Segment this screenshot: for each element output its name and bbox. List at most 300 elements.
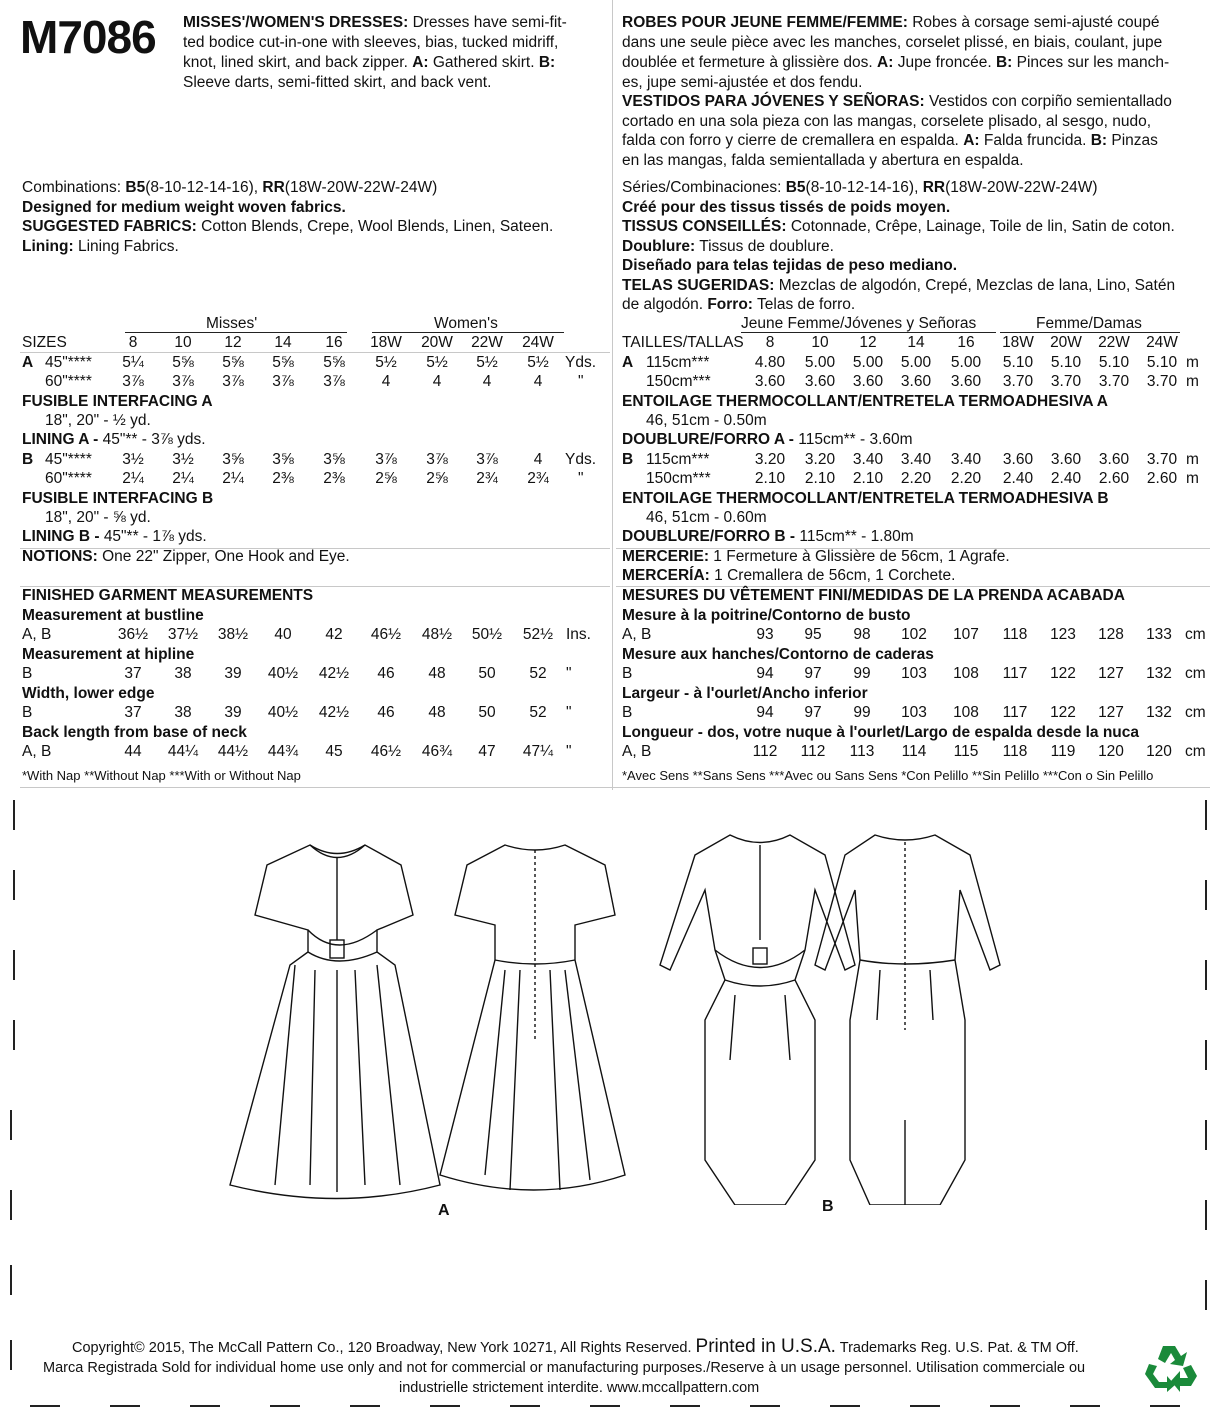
- edge-mark: [350, 1405, 380, 1407]
- measurement-unit: cm: [1185, 704, 1206, 721]
- doublure-a-value: 115cm** - 3.60m: [798, 431, 913, 448]
- edge-mark: [1070, 1405, 1100, 1407]
- view-b-label: B: [22, 451, 34, 468]
- edge-mark: [13, 870, 15, 900]
- yardage-cell: 5⅝: [222, 354, 244, 371]
- measurement-label: Mesure aux hanches/Contorno de caderas: [622, 646, 934, 663]
- usage-notice: Marca Registrada Sold for individual home use only and not for commercial or manufacturing purposes./Reserve à un usage personnel. Utilisation commerciale ou: [43, 1360, 1086, 1376]
- edge-mark: [1205, 1200, 1207, 1230]
- measurement-value: 108: [953, 665, 979, 682]
- yardage-cell: 5.00: [900, 354, 932, 371]
- telas-value-2: de algodón.: [622, 296, 704, 313]
- measurement-unit: ": [566, 743, 572, 760]
- measurement-value: 40: [274, 626, 292, 643]
- telas-label: TELAS SUGERIDAS:: [622, 277, 775, 294]
- doublure-label: Doublure:: [622, 238, 696, 255]
- size-header: 14: [907, 334, 925, 351]
- yardage-cell: 5⅝: [272, 354, 294, 371]
- measurement-value: 112: [800, 743, 826, 760]
- fr-desc-3c: Pinces sur les manch-: [1016, 54, 1170, 71]
- view-b-label-fr: B: [622, 451, 634, 468]
- yardage-cell: 3.40: [950, 451, 982, 468]
- en-b-label: B:: [538, 54, 556, 71]
- measurement-value: 94: [756, 704, 774, 721]
- yardage-cell: 2¾: [527, 470, 549, 487]
- yardage-cell: 2⅜: [323, 470, 345, 487]
- size-header: 12: [224, 334, 242, 351]
- measurement-value: 44: [124, 743, 142, 760]
- yardage-cell: 3.60: [1002, 451, 1034, 468]
- measurement-value: 46½: [370, 743, 402, 760]
- fusible-b-value: 18", 20" - ⅝ yd.: [45, 509, 151, 526]
- fusible-a-value: 18", 20" - ½ yd.: [45, 412, 151, 429]
- combinations-en: [22, 178, 437, 198]
- rr-sizes-fr: (18W-20W-22W-24W): [945, 179, 1098, 196]
- notions-value: One 22" Zipper, One Hook and Eye.: [102, 548, 350, 565]
- yardage-cell: 3.60: [900, 373, 932, 390]
- size-header: 12: [859, 334, 877, 351]
- doublure-b: [622, 528, 914, 546]
- es-description-1: [622, 92, 1172, 112]
- womens-header: Women's: [434, 315, 498, 332]
- merceria-label: MERCERÍA:: [622, 567, 710, 584]
- telas-forro: [622, 295, 855, 315]
- width-60-label: 60"****: [45, 470, 92, 487]
- measurement-value: 120: [1098, 743, 1124, 760]
- en-description-3: [183, 53, 555, 73]
- measurement-value: 46: [377, 704, 395, 721]
- en-a-label: A:: [412, 54, 429, 71]
- measurement-value: 40½: [267, 704, 299, 721]
- edge-mark: [10, 1110, 12, 1140]
- fr-desc-1: Robes à corsage semi-ajusté coupé: [912, 14, 1160, 31]
- edge-mark: [13, 950, 15, 980]
- measurement-label: Longueur - dos, votre nuque à l'ourlet/Largo de espalda desde la nuca: [622, 724, 1139, 741]
- size-header: 20W: [1050, 334, 1082, 351]
- measurement-value: 107: [953, 626, 979, 643]
- fr-b-label: B:: [995, 54, 1013, 71]
- measurement-unit: cm: [1185, 665, 1206, 682]
- yardage-cell: 4: [533, 451, 543, 468]
- measurement-value: 42: [325, 626, 343, 643]
- b5-sizes-fr: (8-10-12-14-16),: [805, 179, 919, 196]
- lining-b: [22, 528, 207, 546]
- telas-value: Mezclas de algodón, Crepé, Mezclas de lana, Lino, Satén: [778, 277, 1176, 294]
- measurement-value: 122: [1050, 704, 1076, 721]
- edge-mark: [10, 1190, 12, 1220]
- measurement-value: 95: [804, 626, 822, 643]
- size-header: 22W: [1098, 334, 1130, 351]
- en-desc-2: ted bodice cut-in-one with sleeves, bias, tucked midriff,: [183, 34, 559, 51]
- rr-code-fr: RR: [922, 179, 946, 196]
- size-header: 24W: [1146, 334, 1178, 351]
- recycle-icon: [1143, 1342, 1199, 1394]
- femme-header: Femme/Damas: [1036, 315, 1142, 332]
- measurement-value: 38: [174, 665, 192, 682]
- measurement-label: Measurement at hipline: [22, 646, 195, 663]
- measurement-value: 50½: [471, 626, 503, 643]
- technical-drawings: [205, 820, 1015, 1205]
- size-header: 16: [325, 334, 343, 351]
- yardage-cell: 3.60: [754, 373, 786, 390]
- fr-title: ROBES POUR JEUNE FEMME/FEMME:: [622, 14, 908, 31]
- measurement-value: 46½: [370, 626, 402, 643]
- doublure-a-label: DOUBLURE/FORRO A -: [622, 431, 794, 448]
- edge-mark: [110, 1405, 140, 1407]
- measurement-value: 102: [901, 626, 927, 643]
- es-desc-4: en las mangas, falda semientallada y abertura en espalda.: [622, 152, 1024, 169]
- measurement-value: 103: [901, 665, 927, 682]
- series-label: Séries/Combinaciones:: [622, 179, 782, 196]
- yardage-cell: 3.60: [1098, 451, 1130, 468]
- measurement-value: 52: [529, 704, 547, 721]
- measurement-label: Largeur - à l'ourlet/Ancho inferior: [622, 685, 868, 702]
- edge-mark: [1205, 1280, 1207, 1310]
- edge-mark: [10, 1265, 12, 1295]
- entoilage-a-heading: ENTOILAGE THERMOCOLLANT/ENTRETELA TERMOADHESIVA A: [622, 393, 1108, 410]
- yardage-cell: 3.70: [1098, 373, 1130, 390]
- edge-mark: [830, 1405, 860, 1407]
- yardage-cell: 3⅞: [476, 451, 498, 468]
- yardage-cell: 3.70: [1146, 451, 1178, 468]
- es-title: VESTIDOS PARA JÓVENES Y SEÑORAS:: [622, 93, 925, 110]
- es-a-label: A:: [963, 132, 980, 149]
- unit-m: m: [1186, 354, 1199, 371]
- size-header: 22W: [471, 334, 503, 351]
- measurement-value: 103: [901, 704, 927, 721]
- copyright-line: [72, 1336, 1079, 1358]
- yardage-cell: 5½: [476, 354, 498, 371]
- measurement-value: 50: [478, 704, 496, 721]
- merceria: [622, 567, 955, 585]
- unit-ditto: ": [578, 373, 584, 390]
- yardage-cell: 5.10: [1146, 354, 1178, 371]
- unit-m: m: [1186, 373, 1199, 390]
- en-title: MISSES'/WOMEN'S DRESSES:: [183, 14, 409, 31]
- measurement-value: 50: [478, 665, 496, 682]
- entoilage-a-value: 46, 51cm - 0.50m: [646, 412, 767, 429]
- fr-desc-3a: doublée et fermeture à glissière dos.: [622, 54, 873, 71]
- edge-mark: [1150, 1405, 1180, 1407]
- measurement-value: 39: [224, 704, 242, 721]
- doublure-b-label: DOUBLURE/FORRO B -: [622, 528, 796, 545]
- en-description-1: [183, 13, 567, 33]
- measurement-value: 47: [478, 743, 496, 760]
- size-header: 14: [274, 334, 292, 351]
- measurement-value: 127: [1098, 704, 1124, 721]
- yardage-cell: 4: [381, 373, 391, 390]
- combinations-fr: [622, 178, 1098, 198]
- femme-rule: [1000, 332, 1180, 333]
- size-header: 16: [957, 334, 975, 351]
- edge-mark: [13, 1020, 15, 1050]
- measurements-title-en: FINISHED GARMENT MEASUREMENTS: [22, 587, 314, 604]
- fabrics-label: SUGGESTED FABRICS:: [22, 218, 197, 235]
- measurement-views: A, B: [22, 743, 52, 760]
- measurement-value: 127: [1098, 665, 1124, 682]
- mercerie: [622, 548, 1010, 566]
- measurement-value: 52½: [522, 626, 554, 643]
- width-45-label: 45"****: [45, 451, 92, 468]
- size-header: 10: [811, 334, 829, 351]
- yardage-cell: 5.10: [1050, 354, 1082, 371]
- yardage-cell: 5½: [375, 354, 397, 371]
- yardage-cell: 3⅝: [222, 451, 244, 468]
- measurement-value: 40½: [267, 665, 299, 682]
- measurements-title-fr: MESURES DU VÊTEMENT FINI/MEDIDAS DE LA PRENDA ACABADA: [622, 587, 1125, 604]
- yardage-cell: 2.40: [1002, 470, 1034, 487]
- edge-mark: [190, 1405, 220, 1407]
- dress-a-front-drawing: [230, 845, 440, 1199]
- measurement-views: B: [622, 704, 633, 721]
- bottom-rule: [20, 787, 1210, 788]
- measurement-label: Measurement at bustline: [22, 607, 204, 624]
- entoilage-b-heading: ENTOILAGE THERMOCOLLANT/ENTRETELA TERMOADHESIVA B: [622, 490, 1109, 507]
- yardage-cell: 3.20: [804, 451, 836, 468]
- disenado: Diseñado para telas tejidas de peso mediano.: [622, 257, 958, 274]
- measurement-value: 46¾: [421, 743, 453, 760]
- fusible-b-heading: FUSIBLE INTERFACING B: [22, 490, 214, 507]
- yardage-cell: 2⅝: [426, 470, 448, 487]
- edge-mark: [1205, 800, 1207, 830]
- entoilage-b-value: 46, 51cm - 0.60m: [646, 509, 767, 526]
- lining-label: Lining:: [22, 238, 74, 255]
- measurement-value: 47¼: [522, 743, 554, 760]
- measurement-value: 99: [853, 704, 871, 721]
- measurement-value: 117: [1002, 665, 1028, 682]
- measurement-unit: ": [566, 665, 572, 682]
- edge-mark: [990, 1405, 1020, 1407]
- yardage-cell: 3⅞: [375, 451, 397, 468]
- sizes-rule-en: [20, 352, 610, 353]
- measurement-value: 48½: [421, 626, 453, 643]
- edge-mark: [1205, 960, 1207, 990]
- notions: [22, 548, 350, 566]
- measurement-value: 128: [1098, 626, 1124, 643]
- fr-desc-2: dans une seule pièce avec les manches, corselet plissé, en biais, coulant, jupe: [622, 34, 1163, 51]
- footnote-en: *With Nap **Without Nap ***With or Without Nap: [22, 768, 301, 783]
- lining-en: [22, 237, 179, 257]
- edge-mark: [10, 1340, 12, 1370]
- measurement-value: 132: [1146, 665, 1172, 682]
- lining-a-label: LINING A -: [22, 431, 99, 448]
- measurement-value: 112: [752, 743, 778, 760]
- es-b-label: B:: [1090, 132, 1108, 149]
- yardage-cell: 3⅞: [122, 373, 144, 390]
- lining-a: [22, 431, 206, 449]
- misses-rule: [125, 332, 347, 333]
- edge-mark: [30, 1405, 60, 1407]
- yardage-cell: 4: [432, 373, 442, 390]
- measurement-views: A, B: [622, 743, 652, 760]
- yardage-cell: 3.60: [1050, 451, 1082, 468]
- tissus-label: TISSUS CONSEILLÉS:: [622, 218, 787, 235]
- yardage-cell: 2¼: [222, 470, 244, 487]
- measurement-value: 133: [1146, 626, 1172, 643]
- womens-rule: [372, 332, 564, 333]
- size-header: 20W: [421, 334, 453, 351]
- es-desc-2: cortado en una sola pieza con las mangas, corselete plisado, al sesgo, nudo,: [622, 113, 1152, 130]
- yardage-cell: 3.40: [900, 451, 932, 468]
- yardage-cell: 3.70: [1050, 373, 1082, 390]
- measurement-value: 44¾: [267, 743, 299, 760]
- fr-description-3: [622, 53, 1169, 73]
- edge-mark: [750, 1405, 780, 1407]
- size-header: 8: [128, 334, 138, 351]
- measurement-views: B: [22, 704, 33, 721]
- doublure-value: Tissus de doublure.: [699, 238, 834, 255]
- measurement-value: 42½: [318, 665, 350, 682]
- es-description-3: [622, 131, 1158, 151]
- tissus-value: Cotonnade, Crêpe, Lainage, Toile de lin, Satin de coton.: [790, 218, 1175, 235]
- yardage-cell: 2⅝: [375, 470, 397, 487]
- suggested-fabrics: [22, 217, 553, 237]
- yardage-cell: 2.60: [1098, 470, 1130, 487]
- b5-sizes: (8-10-12-14-16),: [145, 179, 259, 196]
- yardage-cell: 5.00: [804, 354, 836, 371]
- measurement-value: 114: [901, 743, 927, 760]
- measurement-value: 122: [1050, 665, 1076, 682]
- measurement-value: 132: [1146, 704, 1172, 721]
- yardage-cell: 3.40: [852, 451, 884, 468]
- b5-code: B5: [125, 179, 146, 196]
- doublure-a: [622, 431, 913, 449]
- combinations-label: Combinations:: [22, 179, 122, 196]
- unit-m: m: [1186, 451, 1199, 468]
- lining-b-value: 45"** - 1⅞ yds.: [103, 528, 207, 545]
- copyright: Copyright© 2015, The McCall Pattern Co., 120 Broadway, New York 10271, All Rights Reserved.: [72, 1340, 692, 1356]
- yardage-cell: 5⅝: [323, 354, 345, 371]
- measurement-views: A, B: [622, 626, 652, 643]
- measurement-value: 118: [1002, 626, 1028, 643]
- measurement-value: 44½: [217, 743, 249, 760]
- printed-in: Printed in U.S.A.: [695, 1336, 836, 1357]
- size-header: 10: [174, 334, 192, 351]
- forro-value: Telas de forro.: [757, 296, 856, 313]
- yardage-cell: 3⅞: [323, 373, 345, 390]
- yardage-cell: 5.00: [950, 354, 982, 371]
- misses-header: Misses': [206, 315, 258, 332]
- measurement-value: 37: [124, 704, 142, 721]
- measurement-value: 97: [804, 704, 822, 721]
- measurement-value: 115: [953, 743, 979, 760]
- yardage-cell: 3⅞: [272, 373, 294, 390]
- measurement-unit: ": [566, 704, 572, 721]
- measurement-value: 37½: [167, 626, 199, 643]
- measurement-value: 38: [174, 704, 192, 721]
- measurement-value: 94: [756, 665, 774, 682]
- yardage-cell: 4.80: [754, 354, 786, 371]
- edge-mark: [510, 1405, 540, 1407]
- edge-mark: [590, 1405, 620, 1407]
- lining-b-label: LINING B -: [22, 528, 100, 545]
- size-header: 24W: [522, 334, 554, 351]
- measurement-value: 48: [428, 704, 446, 721]
- yardage-cell: 2.40: [1050, 470, 1082, 487]
- tissus-conseilles: [622, 217, 1175, 237]
- measurement-value: 37: [124, 665, 142, 682]
- footnote-fr: *Avec Sens **Sans Sens ***Avec ou Sans Sens *Con Pelillo **Sin Pelillo ***Con o Sin Pelillo: [622, 768, 1154, 783]
- yardage-cell: 3.70: [1146, 373, 1178, 390]
- yardage-cell: 3⅝: [272, 451, 294, 468]
- edge-mark: [13, 800, 15, 830]
- measurement-value: 119: [1050, 743, 1076, 760]
- yardage-cell: 5⅝: [172, 354, 194, 371]
- designed-for: Designed for medium weight woven fabrics.: [22, 199, 346, 216]
- edge-mark: [1205, 1120, 1207, 1150]
- yardage-cell: 2¾: [476, 470, 498, 487]
- measurement-value: 118: [1002, 743, 1028, 760]
- edge-mark: [430, 1405, 460, 1407]
- es-desc-3b: Falda fruncida.: [983, 132, 1087, 149]
- measurement-unit: cm: [1185, 743, 1206, 760]
- lining-a-value: 45"** - 3⅞ yds.: [102, 431, 206, 448]
- view-a-label-fr: A: [622, 354, 634, 371]
- size-header: 8: [765, 334, 775, 351]
- dress-b-front-drawing: [660, 835, 855, 1205]
- fr-desc-3b: Jupe froncée.: [897, 54, 992, 71]
- width-60-label: 60"****: [45, 373, 92, 390]
- jeune-rule: [741, 332, 996, 333]
- jeune-header: Jeune Femme/Jóvenes y Señoras: [741, 315, 977, 332]
- measurement-label: Width, lower edge: [22, 685, 155, 702]
- mercerie-value: 1 Fermeture à Glissière de 56cm, 1 Agrafe.: [713, 548, 1010, 565]
- fr-description-1: [622, 13, 1160, 33]
- trademarks: Trademarks Reg. U.S. Pat. & TM Off.: [839, 1340, 1079, 1356]
- yardage-cell: 3.60: [950, 373, 982, 390]
- yardage-cell: 5.10: [1098, 354, 1130, 371]
- sizes-label: SIZES: [22, 334, 67, 351]
- yardage-cell: 3⅞: [222, 373, 244, 390]
- fusible-a-heading: FUSIBLE INTERFACING A: [22, 393, 213, 410]
- width-150-label: 150cm***: [646, 470, 711, 487]
- measurement-views: A, B: [22, 626, 52, 643]
- measurement-value: 120: [1146, 743, 1172, 760]
- measurement-value: 48: [428, 665, 446, 682]
- es-desc-3c: Pinzas: [1111, 132, 1158, 149]
- dress-b-back-drawing: [815, 835, 1000, 1205]
- unit-yds: Yds.: [565, 354, 597, 371]
- yardage-cell: 5½: [527, 354, 549, 371]
- figure-b-label: B: [822, 1198, 834, 1215]
- usage-notice-2: industrielle strictement interdite. www.mccallpattern.com: [399, 1380, 760, 1396]
- yardage-cell: 2¼: [172, 470, 194, 487]
- measurement-value: 39: [224, 665, 242, 682]
- measurement-value: 38½: [217, 626, 249, 643]
- en-desc-a: Gathered skirt.: [432, 54, 535, 71]
- fabrics-value: Cotton Blends, Crepe, Wool Blends, Linen, Sateen.: [201, 218, 554, 235]
- fr-a-label: A:: [877, 54, 894, 71]
- en-desc-3: knot, lined skirt, and back zipper.: [183, 54, 408, 71]
- lining-value: Lining Fabrics.: [77, 238, 179, 255]
- edge-mark: [1205, 880, 1207, 910]
- cree-pour: Créé pour des tissus tissés de poids moyen.: [622, 199, 951, 216]
- edge-mark: [270, 1405, 300, 1407]
- measurement-unit: Ins.: [566, 626, 591, 643]
- yardage-cell: 3½: [122, 451, 144, 468]
- measurement-value: 99: [853, 665, 871, 682]
- measurement-label: Back length from base of neck: [22, 724, 247, 741]
- size-header: 18W: [370, 334, 402, 351]
- measurement-views: B: [622, 665, 633, 682]
- width-115-label: 115cm***: [646, 354, 710, 371]
- en-desc-4: Sleeve darts, semi-fitted skirt, and back vent.: [183, 74, 492, 91]
- merceria-value: 1 Cremallera de 56cm, 1 Corchete.: [714, 567, 956, 584]
- pattern-number: M7086: [20, 11, 156, 63]
- forro-label: Forro:: [707, 296, 753, 313]
- yardage-cell: 2.10: [852, 470, 884, 487]
- measurement-value: 123: [1050, 626, 1076, 643]
